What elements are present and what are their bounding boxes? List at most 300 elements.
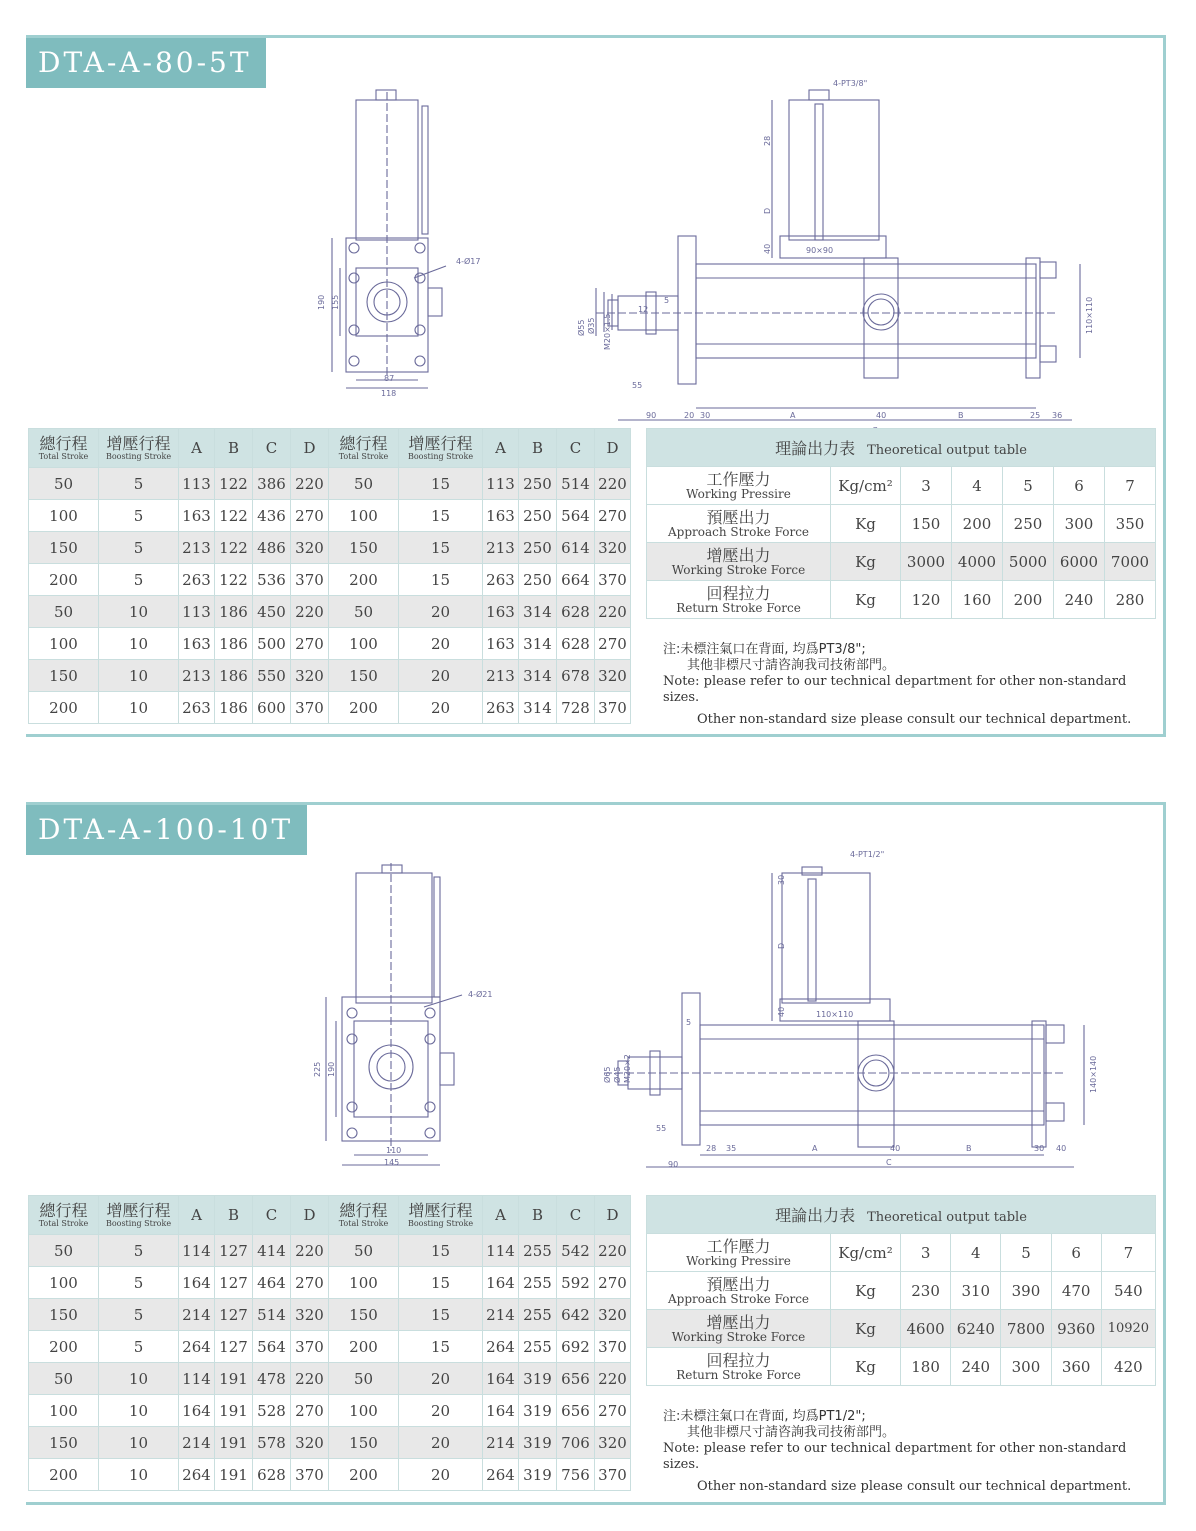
table-cell: 642 bbox=[557, 1299, 595, 1331]
dim-label: 90×90 bbox=[806, 246, 834, 255]
table-cell: 122 bbox=[215, 468, 253, 500]
table-row bbox=[29, 564, 631, 596]
table-cell: 191 bbox=[215, 1395, 253, 1427]
table-cell: 186 bbox=[215, 596, 253, 628]
table-row bbox=[29, 500, 631, 532]
table-cell: 220 bbox=[291, 468, 329, 500]
table-cell: 150 bbox=[29, 1299, 99, 1331]
output-table-title: 理論出力表 Theoretical output table bbox=[647, 1196, 1156, 1234]
table-cell: 314 bbox=[519, 628, 557, 660]
table-cell: 578 bbox=[253, 1427, 291, 1459]
table-cell: 319 bbox=[519, 1459, 557, 1491]
dim-label: C bbox=[886, 1158, 892, 1167]
table-cell: 50 bbox=[329, 596, 399, 628]
table-cell: 678 bbox=[557, 660, 595, 692]
dim-label: 118 bbox=[381, 389, 397, 398]
table-cell: 478 bbox=[253, 1363, 291, 1395]
output-value: 360 bbox=[1051, 1348, 1101, 1386]
technical-drawing bbox=[306, 78, 1106, 420]
output-row-label: 回程拉力 Return Stroke Force bbox=[647, 1348, 831, 1386]
model-title: DTA-A-80-5T bbox=[26, 38, 266, 88]
table-cell: 220 bbox=[291, 1235, 329, 1267]
output-value: 7 bbox=[1101, 1234, 1155, 1272]
dim-label: B bbox=[966, 1144, 972, 1153]
table-cell: 370 bbox=[595, 564, 631, 596]
table-cell: 255 bbox=[519, 1331, 557, 1363]
output-unit: Kg/cm² bbox=[831, 1234, 901, 1272]
table-cell: 50 bbox=[29, 1235, 99, 1267]
table-cell: 628 bbox=[557, 628, 595, 660]
table-cell: 370 bbox=[291, 1331, 329, 1363]
table-cell: 692 bbox=[557, 1331, 595, 1363]
table-cell: 164 bbox=[483, 1395, 519, 1427]
table-cell: 122 bbox=[215, 500, 253, 532]
table-cell: 370 bbox=[291, 692, 329, 724]
table-header: 總行程 Total Stroke 增壓行程 Boosting Stroke A B C D 總行程 Total Stroke 增壓行程 Boosting Stroke A B C D bbox=[29, 1196, 631, 1235]
table-cell: 542 bbox=[557, 1235, 595, 1267]
output-row-label: 增壓出力 Working Stroke Force bbox=[647, 1310, 831, 1348]
table-cell: 270 bbox=[291, 500, 329, 532]
table-cell: 528 bbox=[253, 1395, 291, 1427]
front-flange bbox=[682, 993, 700, 1145]
output-row bbox=[647, 581, 1156, 619]
table-cell: 263 bbox=[483, 564, 519, 596]
table-cell: 163 bbox=[483, 596, 519, 628]
dim-label: B bbox=[958, 411, 964, 420]
output-row bbox=[647, 467, 1156, 505]
table-cell: 122 bbox=[215, 532, 253, 564]
dim-label: 30 bbox=[700, 411, 711, 420]
table-cell: 314 bbox=[519, 692, 557, 724]
dim-label: 190 bbox=[327, 1061, 336, 1077]
dim-label: 40 bbox=[1056, 1144, 1067, 1153]
table-cell: 10 bbox=[99, 692, 179, 724]
table-cell: 264 bbox=[179, 1459, 215, 1491]
table-cell: 200 bbox=[329, 1459, 399, 1491]
table-cell: 127 bbox=[215, 1235, 253, 1267]
theoretical-output-table bbox=[646, 428, 1156, 619]
table-cell: 10 bbox=[99, 1427, 179, 1459]
table-cell: 250 bbox=[519, 468, 557, 500]
table-cell: 100 bbox=[29, 1395, 99, 1427]
dim-label: A bbox=[790, 411, 796, 420]
output-row bbox=[647, 1272, 1156, 1310]
output-value: 5 bbox=[1003, 467, 1054, 505]
dim-label: D bbox=[763, 207, 772, 214]
table-cell: 320 bbox=[595, 1299, 631, 1331]
table-cell: 756 bbox=[557, 1459, 595, 1491]
output-value: 540 bbox=[1101, 1272, 1155, 1310]
table-cell: 100 bbox=[329, 500, 399, 532]
table-cell: 15 bbox=[399, 468, 483, 500]
table-cell: 150 bbox=[329, 660, 399, 692]
table-cell: 320 bbox=[595, 532, 631, 564]
table-row bbox=[29, 1267, 631, 1299]
table-cell: 10 bbox=[99, 596, 179, 628]
table-cell: 20 bbox=[399, 628, 483, 660]
table-cell: 186 bbox=[215, 628, 253, 660]
table-cell: 250 bbox=[519, 564, 557, 596]
table-cell: 20 bbox=[399, 1459, 483, 1491]
table-cell: 370 bbox=[291, 564, 329, 596]
table-cell: 10 bbox=[99, 1395, 179, 1427]
output-value: 160 bbox=[952, 581, 1003, 619]
table-cell: 213 bbox=[179, 532, 215, 564]
table-cell: 163 bbox=[179, 500, 215, 532]
dim-label: 110 bbox=[386, 1146, 402, 1155]
theoretical-output-table bbox=[646, 1195, 1156, 1386]
table-cell: 50 bbox=[29, 468, 99, 500]
dim-label: 30 bbox=[1034, 1144, 1045, 1153]
table-cell: 514 bbox=[253, 1299, 291, 1331]
output-value: 6240 bbox=[951, 1310, 1001, 1348]
output-unit: Kg bbox=[831, 505, 901, 543]
table-cell: 186 bbox=[215, 692, 253, 724]
dim-label: Ø55 bbox=[577, 319, 586, 336]
dim-label: 28 bbox=[706, 1144, 717, 1153]
dim-label: 90 bbox=[646, 411, 657, 420]
dim-label: Ø35 bbox=[587, 317, 596, 334]
table-cell: 263 bbox=[483, 692, 519, 724]
table-cell: 214 bbox=[179, 1299, 215, 1331]
table-cell: 263 bbox=[179, 692, 215, 724]
table-cell: 114 bbox=[179, 1235, 215, 1267]
output-value: 3 bbox=[901, 1234, 951, 1272]
dim-label: 190 bbox=[317, 294, 326, 310]
port-label: 4-PT1/2" bbox=[850, 850, 885, 859]
table-cell: 100 bbox=[329, 1395, 399, 1427]
table-cell: 150 bbox=[329, 1427, 399, 1459]
output-row-label: 工作壓力 Working Pressire bbox=[647, 1234, 831, 1272]
table-cell: 250 bbox=[519, 532, 557, 564]
table-cell: 200 bbox=[29, 564, 99, 596]
table-row bbox=[29, 596, 631, 628]
table-cell: 10 bbox=[99, 1459, 179, 1491]
table-cell: 270 bbox=[291, 1267, 329, 1299]
table-cell: 320 bbox=[291, 660, 329, 692]
table-cell: 450 bbox=[253, 596, 291, 628]
dim-label: 90 bbox=[668, 1160, 679, 1169]
table-cell: 370 bbox=[595, 1459, 631, 1491]
output-value: 4 bbox=[951, 1234, 1001, 1272]
table-row bbox=[29, 692, 631, 724]
table-cell: 464 bbox=[253, 1267, 291, 1299]
table-cell: 20 bbox=[399, 1427, 483, 1459]
note-block: 注:未標注氣口在背面, 均爲PT3/8"; 其他非標尺寸請咨詢我司技術部門。 Note: please refer to our technical department for other non-standard sizes. Other non-standard size please consult our technical department. bbox=[663, 642, 1132, 727]
table-cell: 320 bbox=[291, 1427, 329, 1459]
table-cell: 664 bbox=[557, 564, 595, 596]
table-cell: 200 bbox=[29, 692, 99, 724]
table-row bbox=[29, 628, 631, 660]
table-cell: 514 bbox=[557, 468, 595, 500]
table-cell: 163 bbox=[483, 628, 519, 660]
table-cell: 213 bbox=[483, 532, 519, 564]
table-cell: 270 bbox=[595, 628, 631, 660]
table-cell: 163 bbox=[483, 500, 519, 532]
product-panel-2 bbox=[26, 802, 1166, 1505]
table-cell: 314 bbox=[519, 596, 557, 628]
table-cell: 213 bbox=[483, 660, 519, 692]
output-unit: Kg bbox=[831, 1272, 901, 1310]
dim-label: 30 bbox=[777, 874, 786, 885]
dim-label: 20 bbox=[684, 411, 695, 420]
table-cell: 150 bbox=[329, 532, 399, 564]
table-cell: 20 bbox=[399, 1395, 483, 1427]
output-value: 150 bbox=[901, 505, 952, 543]
technical-drawing bbox=[306, 845, 1106, 1175]
output-value: 310 bbox=[951, 1272, 1001, 1310]
table-cell: 150 bbox=[29, 1427, 99, 1459]
dim-label: 40 bbox=[890, 1144, 901, 1153]
table-cell: 50 bbox=[329, 468, 399, 500]
table-row bbox=[29, 1235, 631, 1267]
output-value: 250 bbox=[1003, 505, 1054, 543]
table-cell: 15 bbox=[399, 1267, 483, 1299]
booster-cylinder bbox=[782, 873, 870, 1003]
table-cell: 200 bbox=[329, 692, 399, 724]
table-cell: 127 bbox=[215, 1267, 253, 1299]
table-cell: 220 bbox=[595, 1363, 631, 1395]
dim-label: 12 bbox=[638, 305, 649, 314]
table-cell: 264 bbox=[483, 1331, 519, 1363]
table-cell: 10 bbox=[99, 660, 179, 692]
port-label: 4-PT3/8" bbox=[833, 79, 868, 88]
dim-label: 110×110 bbox=[1085, 296, 1094, 334]
product-panel-1 bbox=[26, 35, 1166, 737]
table-cell: 15 bbox=[399, 532, 483, 564]
table-cell: 370 bbox=[595, 692, 631, 724]
output-value: 4 bbox=[952, 467, 1003, 505]
front-flange bbox=[678, 236, 696, 384]
table-cell: 500 bbox=[253, 628, 291, 660]
table-cell: 270 bbox=[595, 500, 631, 532]
output-row bbox=[647, 1348, 1156, 1386]
table-cell: 15 bbox=[399, 564, 483, 596]
dim-label: 110×110 bbox=[816, 1010, 854, 1019]
output-value: 7800 bbox=[1001, 1310, 1051, 1348]
output-row-label: 預壓出力 Approach Stroke Force bbox=[647, 505, 831, 543]
table-cell: 150 bbox=[29, 532, 99, 564]
table-cell: 10 bbox=[99, 1363, 179, 1395]
table-cell: 564 bbox=[557, 500, 595, 532]
table-cell: 113 bbox=[483, 468, 519, 500]
dim-label: Ø65 bbox=[603, 1066, 612, 1083]
main-tube bbox=[700, 1025, 1044, 1125]
dim-label: 25 bbox=[1030, 411, 1041, 420]
output-value: 300 bbox=[1001, 1348, 1051, 1386]
table-cell: 550 bbox=[253, 660, 291, 692]
table-cell: 263 bbox=[179, 564, 215, 596]
table-cell: 191 bbox=[215, 1363, 253, 1395]
table-row bbox=[29, 1427, 631, 1459]
table-cell: 15 bbox=[399, 1331, 483, 1363]
table-cell: 150 bbox=[29, 660, 99, 692]
table-cell: 20 bbox=[399, 1363, 483, 1395]
table-cell: 319 bbox=[519, 1427, 557, 1459]
table-row bbox=[29, 1459, 631, 1491]
dim-label: 5 bbox=[664, 296, 670, 305]
table-cell: 270 bbox=[291, 628, 329, 660]
table-cell: 656 bbox=[557, 1395, 595, 1427]
output-value: 7000 bbox=[1105, 543, 1156, 581]
dim-label: 36 bbox=[1052, 411, 1063, 420]
output-value: 240 bbox=[951, 1348, 1001, 1386]
table-cell: 220 bbox=[291, 596, 329, 628]
table-cell: 320 bbox=[595, 660, 631, 692]
table-cell: 486 bbox=[253, 532, 291, 564]
table-row bbox=[29, 532, 631, 564]
output-row bbox=[647, 1234, 1156, 1272]
dim-label: 145 bbox=[384, 1158, 400, 1167]
output-value: 3 bbox=[901, 467, 952, 505]
stroke-dimension-table bbox=[28, 428, 631, 724]
dim-label: 140×140 bbox=[1089, 1055, 1098, 1093]
table-cell: 10 bbox=[99, 628, 179, 660]
table-cell: 164 bbox=[483, 1267, 519, 1299]
table-cell: 628 bbox=[557, 596, 595, 628]
table-cell: 163 bbox=[179, 628, 215, 660]
table-cell: 100 bbox=[29, 628, 99, 660]
table-row bbox=[29, 1395, 631, 1427]
table-cell: 706 bbox=[557, 1427, 595, 1459]
output-value: 5000 bbox=[1003, 543, 1054, 581]
table-cell: 114 bbox=[179, 1363, 215, 1395]
table-cell: 5 bbox=[99, 1235, 179, 1267]
dim-label: 28 bbox=[763, 135, 772, 146]
table-cell: 628 bbox=[253, 1459, 291, 1491]
table-cell: 200 bbox=[29, 1459, 99, 1491]
dim-label: 155 bbox=[331, 294, 340, 310]
table-cell: 191 bbox=[215, 1459, 253, 1491]
table-cell: 320 bbox=[291, 532, 329, 564]
output-row-label: 增壓出力 Working Stroke Force bbox=[647, 543, 831, 581]
table-cell: 114 bbox=[483, 1235, 519, 1267]
table-cell: 370 bbox=[291, 1459, 329, 1491]
output-value: 300 bbox=[1054, 505, 1105, 543]
table-cell: 150 bbox=[329, 1299, 399, 1331]
table-cell: 386 bbox=[253, 468, 291, 500]
table-cell: 20 bbox=[399, 692, 483, 724]
dim-label: 55 bbox=[632, 381, 643, 390]
output-row bbox=[647, 505, 1156, 543]
table-cell: 5 bbox=[99, 1267, 179, 1299]
table-cell: 50 bbox=[329, 1363, 399, 1395]
table-cell: 264 bbox=[483, 1459, 519, 1491]
cylinder-body bbox=[356, 873, 432, 1003]
output-value: 120 bbox=[901, 581, 952, 619]
stroke-dimension-table bbox=[28, 1195, 631, 1491]
table-cell: 436 bbox=[253, 500, 291, 532]
dim-label: 5 bbox=[686, 1018, 692, 1027]
output-value: 6 bbox=[1054, 467, 1105, 505]
table-cell: 50 bbox=[329, 1235, 399, 1267]
table-cell: 214 bbox=[483, 1427, 519, 1459]
table-cell: 250 bbox=[519, 500, 557, 532]
dim-label: M20×2 bbox=[623, 1054, 632, 1083]
table-cell: 320 bbox=[291, 1299, 329, 1331]
table-cell: 370 bbox=[595, 1331, 631, 1363]
table-row bbox=[29, 1299, 631, 1331]
output-row-label: 回程拉力 Return Stroke Force bbox=[647, 581, 831, 619]
output-value: 9360 bbox=[1051, 1310, 1101, 1348]
output-value: 7 bbox=[1105, 467, 1156, 505]
output-unit: Kg bbox=[831, 581, 901, 619]
table-cell: 320 bbox=[595, 1427, 631, 1459]
table-cell: 200 bbox=[329, 1331, 399, 1363]
table-cell: 5 bbox=[99, 1299, 179, 1331]
dim-label: M20×1.5 bbox=[603, 313, 612, 350]
table-row bbox=[29, 468, 631, 500]
cap-nut bbox=[376, 90, 396, 100]
table-cell: 50 bbox=[29, 596, 99, 628]
dim-label: 40 bbox=[777, 1006, 786, 1017]
table-cell: 15 bbox=[399, 1235, 483, 1267]
table-cell: 100 bbox=[329, 1267, 399, 1299]
table-cell: 164 bbox=[179, 1267, 215, 1299]
table-cell: 5 bbox=[99, 1331, 179, 1363]
table-cell: 614 bbox=[557, 532, 595, 564]
table-cell: 270 bbox=[595, 1267, 631, 1299]
table-cell: 200 bbox=[329, 564, 399, 596]
model-title: DTA-A-100-10T bbox=[26, 805, 307, 855]
table-cell: 122 bbox=[215, 564, 253, 596]
table-cell: 20 bbox=[399, 596, 483, 628]
table-header: 總行程 Total Stroke 增壓行程 Boosting Stroke A B C D 總行程 Total Stroke 增壓行程 Boosting Stroke A B C D bbox=[29, 429, 631, 468]
table-cell: 127 bbox=[215, 1331, 253, 1363]
hole-label: 4-Ø17 bbox=[456, 257, 481, 266]
table-cell: 314 bbox=[519, 660, 557, 692]
dim-label: 35 bbox=[726, 1144, 737, 1153]
output-value: 4000 bbox=[952, 543, 1003, 581]
table-cell: 255 bbox=[519, 1299, 557, 1331]
table-cell: 15 bbox=[399, 1299, 483, 1331]
table-cell: 5 bbox=[99, 468, 179, 500]
table-row bbox=[29, 660, 631, 692]
table-cell: 113 bbox=[179, 468, 215, 500]
table-cell: 213 bbox=[179, 660, 215, 692]
table-cell: 50 bbox=[29, 1363, 99, 1395]
table-cell: 200 bbox=[29, 1331, 99, 1363]
output-row-label: 預壓出力 Approach Stroke Force bbox=[647, 1272, 831, 1310]
table-cell: 5 bbox=[99, 500, 179, 532]
table-cell: 255 bbox=[519, 1235, 557, 1267]
output-value: 280 bbox=[1105, 581, 1156, 619]
table-cell: 127 bbox=[215, 1299, 253, 1331]
dim-label: D bbox=[777, 942, 786, 949]
dim-label: 225 bbox=[313, 1061, 322, 1077]
note-block: 注:未標注氣口在背面, 均爲PT1/2"; 其他非標尺寸請咨詢我司技術部門。 Note: please refer to our technical department for other non-standard sizes. Other non-standard size please consult our technical department. bbox=[663, 1409, 1132, 1494]
output-value: 350 bbox=[1105, 505, 1156, 543]
output-value: 240 bbox=[1054, 581, 1105, 619]
output-row bbox=[647, 543, 1156, 581]
table-cell: 592 bbox=[557, 1267, 595, 1299]
table-cell: 100 bbox=[329, 628, 399, 660]
dim-label: A bbox=[812, 1144, 818, 1153]
table-cell: 191 bbox=[215, 1427, 253, 1459]
table-cell: 656 bbox=[557, 1363, 595, 1395]
output-value: 5 bbox=[1001, 1234, 1051, 1272]
output-value: 10920 bbox=[1101, 1310, 1155, 1348]
table-cell: 728 bbox=[557, 692, 595, 724]
output-value: 470 bbox=[1051, 1272, 1101, 1310]
output-unit: Kg bbox=[831, 1348, 901, 1386]
table-cell: 100 bbox=[29, 500, 99, 532]
booster-cylinder bbox=[789, 100, 879, 240]
table-cell: 214 bbox=[483, 1299, 519, 1331]
output-value: 180 bbox=[901, 1348, 951, 1386]
table-cell: 164 bbox=[483, 1363, 519, 1395]
table-cell: 186 bbox=[215, 660, 253, 692]
